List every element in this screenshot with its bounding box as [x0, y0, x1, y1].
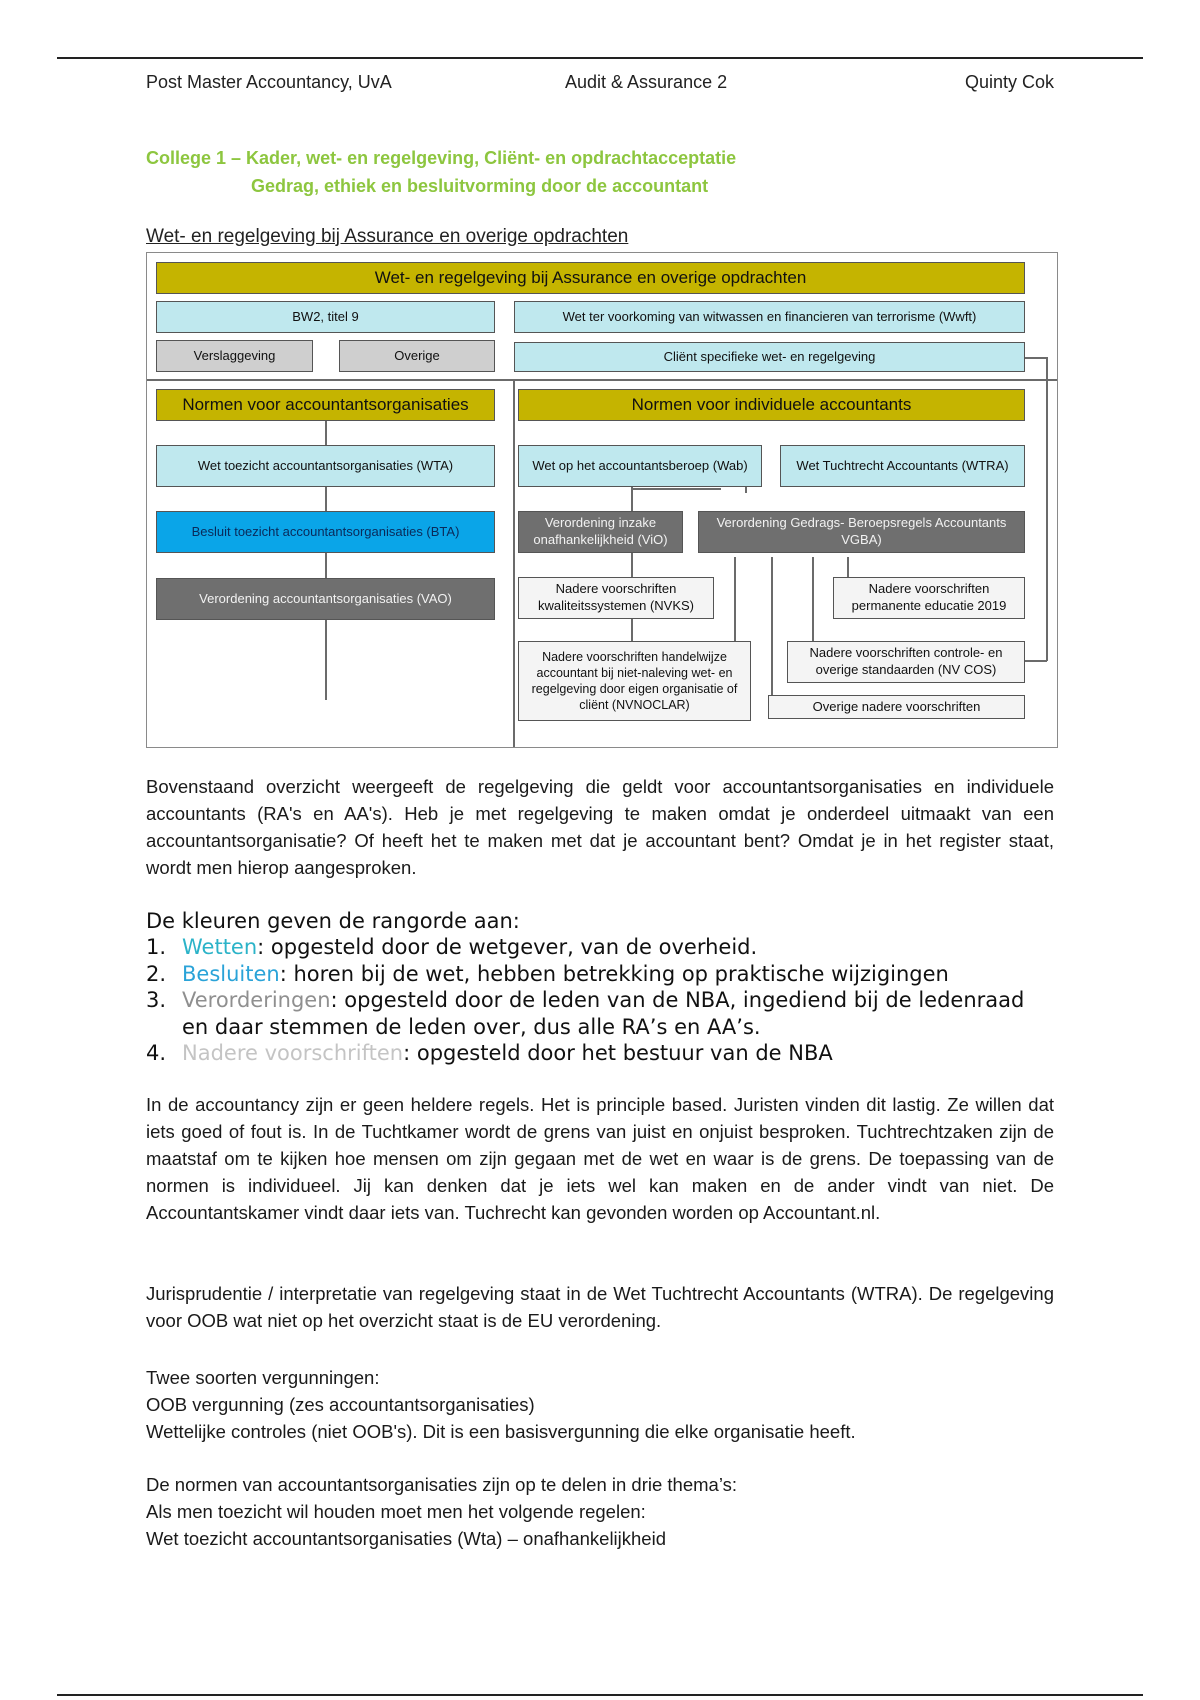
connector-wab-vgba: [631, 488, 721, 490]
vio-box: Verordening inzake onafhankelijkheid (ViO): [518, 511, 683, 553]
verslaggeving-box: Verslaggeving: [156, 340, 313, 372]
divider-horizontal: [147, 379, 1057, 381]
wab-box: Wet op het accountantsberoep (Wab): [518, 445, 762, 487]
paragraph-principle-based: In de accountancy zijn er geen heldere regels. Het is principle based. Juristen vinden dit lastig. Ze willen dat iets goed of fout is. In de Tuchtkamer wordt de grens van juist en onjuist besproken. Tuchtrechtzaken zijn de maatstaf om te kijken hoe mensen om zijn gegaan met de wet en waar is de grens. De toepassing van de normen is individueel. Jij kan denken dat je iets wel kan maken en de ander vindt van niet. De Accountantskamer vindt daar iets van. Tuchrecht kan gevonden worden op Accountant.nl.: [146, 1094, 1054, 1223]
rank-num: 2.: [146, 961, 167, 986]
rank-num: 3.: [146, 988, 167, 1012]
paragraph-jurisprudentie: Jurisprudentie / interpretatie van regelgeving staat in de Wet Tuchtrecht Accountants (WTRA). De regelgeving voor OOB wat niet op het overzicht staat is de EU verordening.: [146, 1283, 1054, 1331]
rank-num: 4.: [146, 1041, 167, 1065]
top-rule: [57, 57, 1143, 59]
rank-item-nadere-voorschriften: [146, 1040, 1046, 1067]
vergunningen-line2: OOB vergunning (zes accountantsorganisaties): [146, 1394, 535, 1415]
connector-nvcos-right: [1025, 660, 1047, 662]
bottom-rule: [57, 1694, 1143, 1696]
rank-text: : horen bij de wet, hebben betrekking op praktische wijzigingen: [279, 961, 949, 986]
rank-item-verorderingen: [146, 987, 1046, 1040]
diagram-title: Wet- en regelgeving bij Assurance en overige opdrachten: [156, 262, 1025, 294]
bw2-box: BW2, titel 9: [156, 301, 495, 333]
normen-line2: Als men toezicht wil houden moet men het volgende regelen:: [146, 1501, 646, 1522]
college-title-line1: College 1 – Kader, wet- en regelgeving, Cliënt- en opdrachtacceptatie: [146, 148, 737, 168]
rank-term-besluiten: Besluiten: [182, 961, 280, 986]
connector-vgba-down1: [771, 557, 773, 697]
wta-box: Wet toezicht accountantsorganisaties (WTA): [156, 445, 495, 487]
nvcos-box: Nadere voorschriften controle- en overige standaarden (NV COS): [787, 641, 1025, 683]
nvnoclar-box: Nadere voorschriften handelwijze accountant bij niet-naleving wet- en regelgeving door eigen organisatie of cliënt (NVNOCLAR): [518, 641, 751, 721]
header-center: Audit & Assurance 2: [565, 72, 728, 92]
rank-term-verorderingen: Verorderingen: [182, 988, 331, 1012]
connector-client-down: [1046, 357, 1048, 661]
rank-item-wetten: [146, 934, 1046, 961]
nvks-box: Nadere voorschriften kwaliteitssystemen (NVKS): [518, 577, 714, 619]
rank-text: : opgesteld door het bestuur van de NBA: [403, 1041, 833, 1065]
normen-ind-box: Normen voor individuele accountants: [518, 389, 1025, 421]
normen-org-box: Normen voor accountantsorganisaties: [156, 389, 495, 421]
bta-box: Besluit toezicht accountantsorganisaties (BTA): [156, 511, 495, 553]
pe2019-box: Nadere voorschriften permanente educatie 2019: [833, 577, 1025, 619]
connector-client-right: [1025, 357, 1047, 359]
college-title-line2: Gedrag, ethiek en besluitvorming door de accountant: [251, 176, 709, 196]
normen-line1: De normen van accountantsorganisaties zijn op te delen in drie thema’s:: [146, 1474, 737, 1495]
rank-intro: De kleuren geven de rangorde aan:: [146, 909, 520, 933]
rank-item-besluiten: [146, 961, 1046, 988]
regulation-diagram: [146, 252, 1058, 748]
vergunningen-line3: Wettelijke controles (niet OOB's). Dit is een basisvergunning die elke organisatie heeft.: [146, 1421, 856, 1442]
vgba-box: Verordening Gedrags- Beroepsregels Accountants VGBA): [698, 511, 1025, 553]
divider-vertical: [513, 379, 515, 747]
vergunningen-line1: Twee soorten vergunningen:: [146, 1367, 380, 1388]
normen-line3: Wet toezicht accountantsorganisaties (Wta) – onafhankelijkheid: [146, 1528, 666, 1549]
rank-text: : opgesteld door de wetgever, van de overheid.: [257, 935, 758, 959]
overige-nadere-box: Overige nadere voorschriften: [768, 695, 1025, 719]
section-heading: Wet- en regelgeving bij Assurance en overige opdrachten: [146, 226, 629, 247]
rank-num: 1.: [146, 935, 167, 959]
vao-box: Verordening accountantsorganisaties (VAO): [156, 578, 495, 620]
wwft-box: Wet ter voorkoming van witwassen en financieren van terrorisme (Wwft): [514, 301, 1025, 333]
paragraph-overzicht: Bovenstaand overzicht weergeeft de regelgeving die geldt voor accountantsorganisaties en individuele accountants (RA's en AA's). Heb je met regelgeving te maken omdat je onderdeel uitmaakt van een accountantsorganisatie? Of heeft het te maken met dat je accountant bent? Omdat je in het register staat, wordt men hierop aangesproken.: [146, 776, 1054, 878]
header-left: Post Master Accountancy, UvA: [146, 72, 392, 92]
header-right: Quinty Cok: [964, 72, 1054, 92]
connector-wab: [631, 474, 633, 648]
client-specifiek-box: Cliënt specifieke wet- en regelgeving: [514, 342, 1025, 372]
wtra-box: Wet Tuchtrecht Accountants (WTRA): [780, 445, 1025, 487]
rank-list: [146, 934, 1046, 1067]
rank-term-nadere: Nadere voorschriften: [182, 1041, 404, 1065]
rank-text: : opgesteld door de leden van de NBA, ingediend bij de ledenraad en daar stemmen de leden over, dus alle RA’s en AA’s.: [182, 988, 1025, 1039]
overige-box: Overige: [339, 340, 495, 372]
rank-term-wetten: Wetten: [182, 935, 258, 959]
